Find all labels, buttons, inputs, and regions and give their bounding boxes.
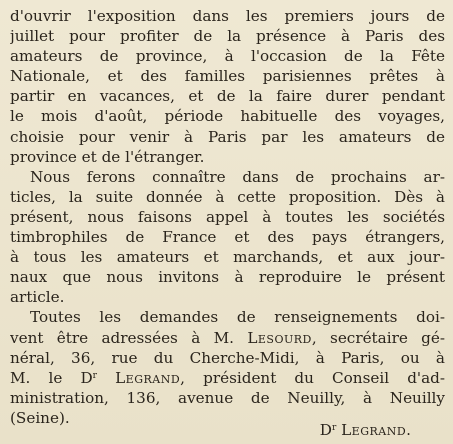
- signature-name: Legrand: [341, 421, 407, 439]
- paragraph-appeal: [10, 167, 445, 308]
- text-line: timbrophiles de France et des pays étrangers,: [10, 228, 445, 247]
- text-line: article.: [10, 288, 65, 307]
- superscript: r: [92, 370, 97, 381]
- paragraph-exhibition-dates: [10, 6, 445, 167]
- text-line: Toutes les demandes de renseignements doi-: [30, 308, 445, 327]
- signature-superscript: r: [331, 423, 337, 433]
- text-line: [10, 328, 445, 348]
- signature-prefix: D: [319, 421, 332, 439]
- text-line: naux que nous invitons à reproduire le présent: [10, 268, 445, 287]
- text-fragment: M. le D: [10, 368, 93, 387]
- text-line: néral, 36, rue du Cherche-Midi, à Paris, ou à: [10, 348, 445, 367]
- signature-suffix: .: [406, 421, 411, 439]
- text-line: [10, 368, 445, 388]
- text-line: ministration, 136, avenue de Neuilly, à Neuilly: [10, 388, 445, 407]
- text-line: choisie pour venir à Paris par les amateurs de: [10, 127, 445, 146]
- text-line: Nationale, et des familles parisiennes prêtes à: [10, 67, 445, 86]
- text-fragment: vent être adressées à M.: [10, 328, 234, 347]
- text-line: Nous ferons connaître dans de prochains ar-: [30, 167, 445, 186]
- text-line: amateurs de province, à l'occasion de la Fête: [10, 47, 445, 66]
- text-line: présent, nous faisons appel à toutes les sociétés: [10, 207, 445, 226]
- text-fragment: , président du Conseil d'ad-: [180, 368, 445, 387]
- text-line: ticles, la suite donnée à cette proposition. Dès à: [10, 187, 445, 206]
- text-line: partir en vacances, et de la faire durer pendant: [10, 87, 445, 106]
- text-line: (Seine).: [10, 408, 70, 427]
- paragraph-contact: [10, 307, 445, 428]
- signature: [320, 420, 411, 440]
- text-line: à tous les amateurs et marchands, et aux jour-: [10, 248, 445, 267]
- text-fragment: , secrétaire gé-: [311, 328, 445, 347]
- person-name-lesourd: Lesourd: [247, 328, 312, 347]
- text-line: le mois d'août, période habituelle des voyages,: [10, 107, 445, 126]
- text-line: juillet pour profiter de la présence à Paris des: [10, 27, 445, 46]
- text-line: province et de l'étranger.: [10, 147, 205, 166]
- text-line: d'ouvrir l'exposition dans les premiers jours de: [10, 7, 445, 25]
- person-name-legrand: Legrand: [115, 368, 181, 387]
